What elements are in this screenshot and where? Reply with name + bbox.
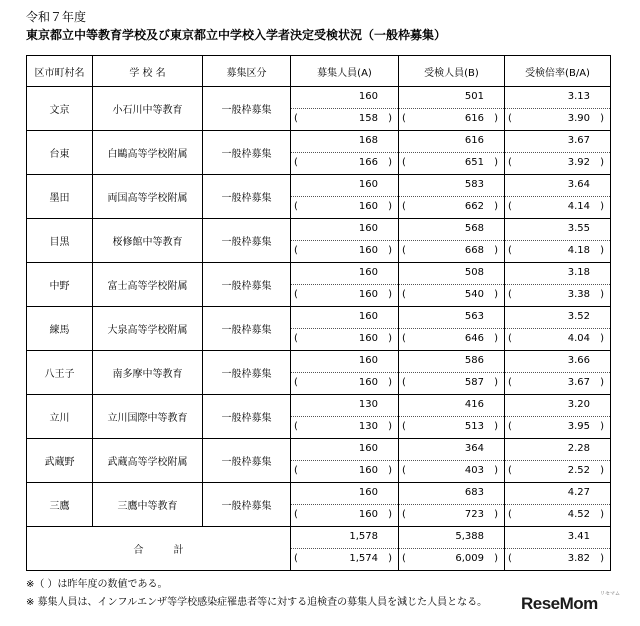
open-paren: ( [402,245,406,256]
capacity-value: 160 [358,443,378,454]
open-paren: ( [294,289,298,300]
examinees-cell [399,307,505,351]
capacity-current [291,219,398,240]
capacity-cell [291,219,399,263]
capacity-current [291,483,398,504]
column-header: 募集区分 [203,56,291,87]
examinees-previous [399,460,504,482]
capacity-cell [291,351,399,395]
footnote-previous-year: ※（ ）は昨年度の数値である。 [26,579,168,590]
capacity-previous-value: 160 [358,509,378,520]
admission-table [26,55,611,571]
capacity-previous-value: 166 [358,157,378,168]
open-paren: ( [294,509,298,520]
examinees-previous [399,372,504,394]
examinees-current [399,351,504,372]
capacity-value: 160 [358,355,378,366]
close-paren: ) [494,421,498,432]
ratio-previous-value: 3.82 [567,553,590,564]
school-name-cell: 大泉高等学校附属 [93,307,203,351]
open-paren: ( [508,465,512,476]
examinees-current [399,483,504,504]
close-paren: ) [600,553,604,564]
close-paren: ) [600,333,604,344]
open-paren: ( [402,201,406,212]
year-title: 令和７年度 [26,10,87,24]
ratio-cell [505,219,611,263]
close-paren: ) [388,245,392,256]
close-paren: ) [494,377,498,388]
examinees-previous-value: 540 [464,289,484,300]
capacity-current [291,175,398,196]
table-row [27,395,611,439]
table-row [27,263,611,307]
examinees-value: 616 [464,135,484,146]
close-paren: ) [388,113,392,124]
examinees-value: 364 [464,443,484,454]
capacity-previous-value: 160 [358,377,378,388]
examinees-value: 416 [464,399,484,410]
examinees-previous-value: 668 [464,245,484,256]
ratio-current [505,395,610,416]
close-paren: ) [600,245,604,256]
open-paren: ( [508,201,512,212]
open-paren: ( [402,377,406,388]
ratio-previous-value: 4.14 [567,201,590,212]
examinees-value: 501 [464,91,484,102]
capacity-current [291,131,398,152]
capacity-cell [291,307,399,351]
close-paren: ) [388,509,392,520]
open-paren: ( [508,509,512,520]
capacity-current [291,527,398,548]
examinees-cell [399,483,505,527]
capacity-previous [291,108,398,130]
examinees-previous [399,108,504,130]
category-cell: 一般枠募集 [203,395,291,439]
open-paren: ( [402,113,406,124]
ratio-cell [505,175,611,219]
ratio-cell [505,87,611,131]
examinees-previous-value: 587 [464,377,484,388]
ratio-previous-value: 4.52 [567,509,590,520]
capacity-cell [291,263,399,307]
examinees-previous [399,284,504,306]
ratio-value: 3.13 [567,91,590,102]
capacity-current [291,395,398,416]
ratio-previous-value: 3.67 [567,377,590,388]
school-name-cell: 南多摩中等教育 [93,351,203,395]
category-cell: 一般枠募集 [203,175,291,219]
examinees-cell [399,263,505,307]
close-paren: ) [388,377,392,388]
capacity-current [291,307,398,328]
page-title: 東京都立中等教育学校及び東京都立中学校入学者決定受検状況（一般枠募集） [26,28,447,42]
table-row [27,175,611,219]
district-cell: 武蔵野 [27,439,93,483]
open-paren: ( [402,289,406,300]
capacity-previous [291,284,398,306]
table-row [27,351,611,395]
examinees-value: 683 [464,487,484,498]
school-name-cell: 三鷹中等教育 [93,483,203,527]
examinees-previous-value: 651 [464,157,484,168]
ratio-previous-value: 3.38 [567,289,590,300]
open-paren: ( [508,333,512,344]
ratio-previous [505,284,610,306]
open-paren: ( [508,245,512,256]
examinees-previous-value: 616 [464,113,484,124]
ratio-value: 3.67 [567,135,590,146]
column-header: 学 校 名 [93,56,203,87]
ratio-previous-value: 4.18 [567,245,590,256]
ratio-current [505,307,610,328]
open-paren: ( [402,465,406,476]
capacity-previous-value: 160 [358,289,378,300]
capacity-value: 160 [358,267,378,278]
ratio-value: 3.41 [567,531,590,542]
capacity-value: 160 [358,179,378,190]
capacity-value: 160 [358,223,378,234]
ratio-cell [505,263,611,307]
examinees-current [399,175,504,196]
column-header: 募集人員(A) [291,56,399,87]
capacity-previous [291,372,398,394]
open-paren: ( [294,421,298,432]
ratio-current [505,439,610,460]
capacity-previous-value: 1,574 [349,553,378,564]
examinees-cell [399,131,505,175]
capacity-value: 130 [358,399,378,410]
open-paren: ( [294,465,298,476]
district-cell: 練馬 [27,307,93,351]
examinees-previous [399,196,504,218]
close-paren: ) [388,157,392,168]
category-cell: 一般枠募集 [203,263,291,307]
examinees-cell [399,395,505,439]
capacity-current [291,439,398,460]
capacity-previous-value: 160 [358,201,378,212]
close-paren: ) [600,157,604,168]
examinees-previous-value: 513 [464,421,484,432]
ratio-current [505,219,610,240]
examinees-value: 568 [464,223,484,234]
district-cell: 台東 [27,131,93,175]
column-header: 受検倍率(B/A) [505,56,611,87]
capacity-previous [291,416,398,438]
category-cell: 一般枠募集 [203,439,291,483]
capacity-cell [291,87,399,131]
ratio-current [505,351,610,372]
district-cell: 立川 [27,395,93,439]
examinees-cell [399,175,505,219]
examinees-cell [399,219,505,263]
open-paren: ( [402,509,406,520]
total-label-cell: 合 計 [27,527,291,571]
open-paren: ( [508,113,512,124]
examinees-previous-value: 723 [464,509,484,520]
capacity-previous-value: 130 [358,421,378,432]
ratio-value: 4.27 [567,487,590,498]
capacity-value: 160 [358,311,378,322]
open-paren: ( [294,245,298,256]
close-paren: ) [494,245,498,256]
close-paren: ) [494,465,498,476]
ratio-value: 3.18 [567,267,590,278]
examinees-previous [399,328,504,350]
capacity-value: 168 [358,135,378,146]
close-paren: ) [600,113,604,124]
examinees-previous-value: 6,009 [455,553,484,564]
table-row [27,439,611,483]
capacity-current [291,351,398,372]
ratio-previous-value: 4.04 [567,333,590,344]
capacity-cell [291,175,399,219]
table-row [27,483,611,527]
close-paren: ) [388,421,392,432]
capacity-previous [291,240,398,262]
ratio-current [505,175,610,196]
open-paren: ( [402,333,406,344]
ratio-value: 3.20 [567,399,590,410]
column-header: 受検人員(B) [399,56,505,87]
capacity-previous [291,196,398,218]
open-paren: ( [402,421,406,432]
open-paren: ( [294,113,298,124]
close-paren: ) [494,201,498,212]
ratio-current [505,483,610,504]
close-paren: ) [388,465,392,476]
column-header: 区市町村名 [27,56,93,87]
examinees-previous [399,416,504,438]
open-paren: ( [508,157,512,168]
examinees-current [399,307,504,328]
capacity-current [291,87,398,108]
open-paren: ( [294,377,298,388]
examinees-cell [399,527,505,571]
ratio-previous-value: 2.52 [567,465,590,476]
capacity-previous [291,548,398,570]
open-paren: ( [294,333,298,344]
ratio-cell [505,527,611,571]
capacity-cell [291,483,399,527]
ratio-current [505,263,610,284]
close-paren: ) [494,289,498,300]
capacity-previous-value: 160 [358,333,378,344]
ratio-previous [505,548,610,570]
school-name-cell: 白鷗高等学校附属 [93,131,203,175]
district-cell: 文京 [27,87,93,131]
close-paren: ) [388,553,392,564]
examinees-previous [399,152,504,174]
open-paren: ( [294,201,298,212]
examinees-cell [399,351,505,395]
category-cell: 一般枠募集 [203,483,291,527]
ratio-cell [505,307,611,351]
examinees-current [399,263,504,284]
examinees-current [399,527,504,548]
examinees-current [399,395,504,416]
open-paren: ( [294,553,298,564]
examinees-current [399,439,504,460]
close-paren: ) [494,157,498,168]
ratio-previous [505,108,610,130]
close-paren: ) [600,201,604,212]
district-cell: 墨田 [27,175,93,219]
open-paren: ( [294,157,298,168]
capacity-current [291,263,398,284]
ratio-previous [505,416,610,438]
ratio-current [505,527,610,548]
capacity-cell [291,527,399,571]
ratio-previous [505,328,610,350]
examinees-value: 583 [464,179,484,190]
examinees-previous-value: 403 [464,465,484,476]
open-paren: ( [402,553,406,564]
close-paren: ) [600,509,604,520]
examinees-cell [399,439,505,483]
school-name-cell: 小石川中等教育 [93,87,203,131]
capacity-previous [291,460,398,482]
examinees-previous [399,548,504,570]
ratio-previous [505,504,610,526]
category-cell: 一般枠募集 [203,219,291,263]
close-paren: ) [600,465,604,476]
ratio-current [505,131,610,152]
capacity-value: 1,578 [349,531,378,542]
capacity-value: 160 [358,91,378,102]
district-cell: 中野 [27,263,93,307]
school-name-cell: 桜修館中等教育 [93,219,203,263]
close-paren: ) [600,377,604,388]
open-paren: ( [508,377,512,388]
close-paren: ) [494,333,498,344]
school-name-cell: 両国高等学校附属 [93,175,203,219]
capacity-cell [291,439,399,483]
examinees-value: 563 [464,311,484,322]
capacity-previous-value: 160 [358,245,378,256]
table-row [27,87,611,131]
ratio-cell [505,483,611,527]
examinees-value: 5,388 [455,531,484,542]
category-cell: 一般枠募集 [203,87,291,131]
resemom-logo: ReseMom [521,594,598,613]
examinees-previous-value: 662 [464,201,484,212]
open-paren: ( [508,421,512,432]
capacity-previous [291,504,398,526]
table-row [27,307,611,351]
examinees-current [399,87,504,108]
examinees-cell [399,87,505,131]
close-paren: ) [388,289,392,300]
ratio-previous [505,152,610,174]
ratio-cell [505,131,611,175]
category-cell: 一般枠募集 [203,351,291,395]
district-cell: 三鷹 [27,483,93,527]
close-paren: ) [600,421,604,432]
examinees-current [399,131,504,152]
ratio-current [505,87,610,108]
close-paren: ) [600,289,604,300]
school-name-cell: 富士高等学校附属 [93,263,203,307]
category-cell: 一般枠募集 [203,307,291,351]
capacity-value: 160 [358,487,378,498]
ratio-previous [505,372,610,394]
footnote-capacity: ※ 募集人員は、インフルエンザ等学校感染症罹患者等に対する追検査の募集人員を減じた人員となる。 [26,597,488,608]
close-paren: ) [494,509,498,520]
ratio-previous-value: 3.90 [567,113,590,124]
ratio-cell [505,351,611,395]
close-paren: ) [494,553,498,564]
ratio-previous-value: 3.92 [567,157,590,168]
school-name-cell: 立川国際中等教育 [93,395,203,439]
examinees-previous [399,240,504,262]
ratio-value: 3.55 [567,223,590,234]
capacity-cell [291,131,399,175]
ratio-cell [505,439,611,483]
open-paren: ( [402,157,406,168]
open-paren: ( [508,553,512,564]
examinees-previous-value: 646 [464,333,484,344]
ratio-value: 3.52 [567,311,590,322]
capacity-previous-value: 160 [358,465,378,476]
close-paren: ) [494,113,498,124]
school-name-cell: 武蔵高等学校附属 [93,439,203,483]
open-paren: ( [508,289,512,300]
capacity-previous [291,152,398,174]
ratio-value: 3.66 [567,355,590,366]
district-cell: 目黒 [27,219,93,263]
examinees-previous [399,504,504,526]
table-header-row [27,56,611,87]
capacity-previous-value: 158 [358,113,378,124]
examinees-current [399,219,504,240]
capacity-previous [291,328,398,350]
ratio-cell [505,395,611,439]
table-row [27,219,611,263]
ratio-previous [505,460,610,482]
district-cell: 八王子 [27,351,93,395]
capacity-cell [291,395,399,439]
ratio-previous [505,240,610,262]
total-row [27,527,611,571]
ratio-previous-value: 3.95 [567,421,590,432]
ratio-previous [505,196,610,218]
close-paren: ) [388,333,392,344]
close-paren: ) [388,201,392,212]
examinees-value: 586 [464,355,484,366]
resemom-logo-subtext: リセマム [600,591,620,597]
examinees-value: 508 [464,267,484,278]
table-row [27,131,611,175]
ratio-value: 3.64 [567,179,590,190]
category-cell: 一般枠募集 [203,131,291,175]
ratio-value: 2.28 [567,443,590,454]
